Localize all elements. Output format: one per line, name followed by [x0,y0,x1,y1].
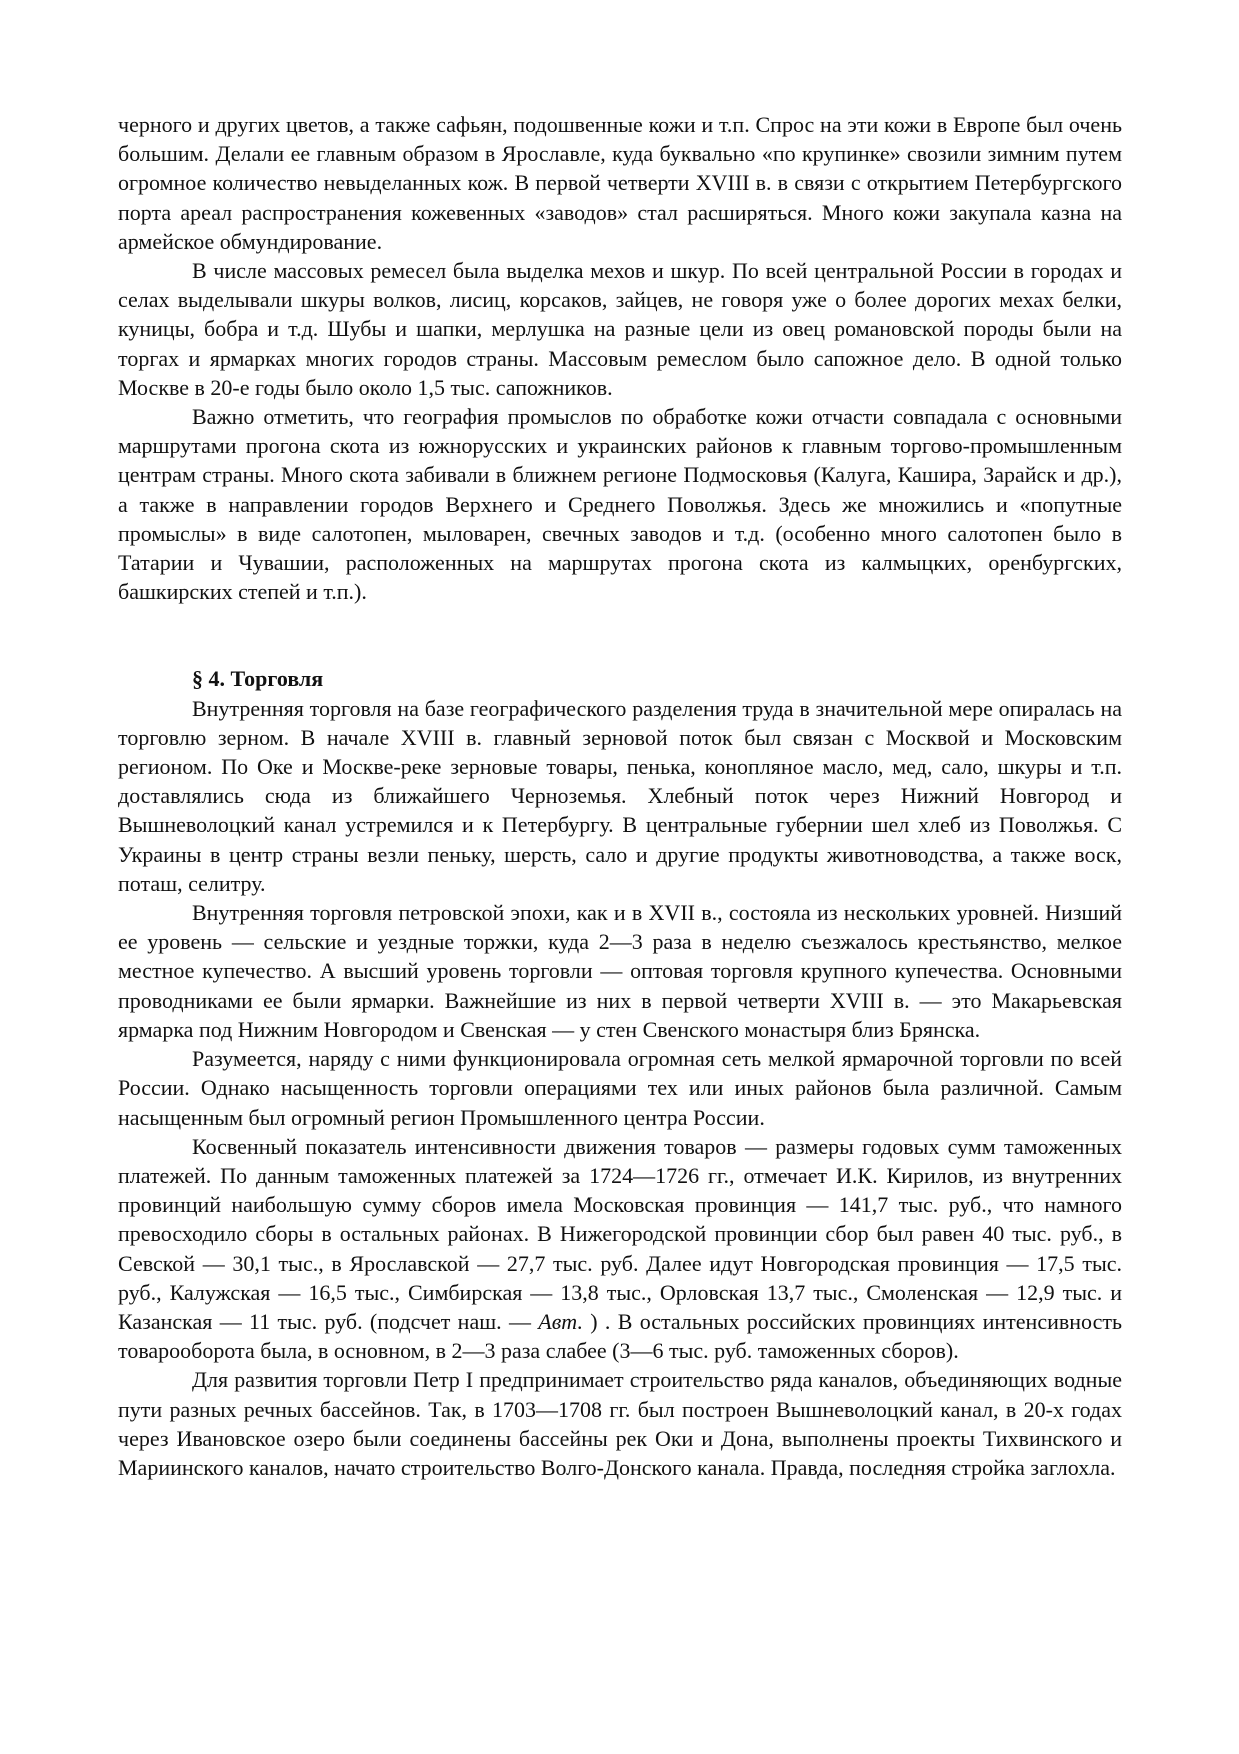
paragraph-furs: В числе массовых ремесел была выделка мехов и шкур. По всей центральной России в городах и селах выделывали шкуры волков, лисиц, корсаков, зайцев, не говоря уже о более дорогих мехах белки, куницы, бобра и т.д. Шубы и шапки, мерлушка на разные цели из овец романовской породы были на торгах и ярмарках многих городов страны. Массовым ремеслом было сапожное дело. В одной только Москве в 20-е годы было около 1,5 тыс. сапожников. [118,258,1122,400]
section-heading: § 4. Торговля [192,666,324,692]
customs-text-start: Косвенный показатель интенсивности движения товаров — размеры годовых сумм таможенных платежей. По данным таможенных платежей за 1724—1726 гг., отмечает И.К. Кирилов, из внутренних провинций наибольшую сумму сборов имела Московская провинция — 141,7 тыс. руб., что намного превосходило сборы в остальных районах. В Нижегородской провинции сбор был равен 40 тыс. руб., в Севской — 30,1 тыс., в Ярославской — 27,7 тыс. руб. Далее идут Новгородская провинция — 17,5 тыс. руб., Калужская — 16,5 тыс., Симбирская — 13,8 тыс., Орловская 13,7 тыс., Смоленская — 12,9 тыс. и Казанская — 11 тыс. руб. (подсчет наш. — [118,1133,1122,1334]
document-page [118,110,1122,1482]
paragraph-leather-continued: черного и других цветов, а также сафьян, подошвенные кожи и т.п. Спрос на эти кожи в Европе был очень большим. Делали ее главным образом в Ярославле, куда буквально «по крупинке» свозили зимним путем огромное количество невыделанных кож. В первой четверти XVIII в. в связи с открытием Петербургского порта ареал распространения кожевенных «заводов» стал расширяться. Много кожи закупала казна на армейское обмундирование. [118,112,1122,254]
paragraph-cattle-routes: Важно отметить, что география промыслов по обработке кожи отчасти совпадала с основными маршрутами прогона скота из южнорусских и украинских районов к главным торгово-промышленным центрам страны. Много скота забивали в ближнем регионе Подмосковья (Калуга, Кашира, Зарайск и др.), а также в направлении городов Верхнего и Среднего Поволжья. Здесь же множились и «попутные промыслы» в виде салотопен, мыловарен, свечных заводов и т.д. (особенно много салотопен было в Татарии и Чувашии, расположенных на маршрутах прогона скота из калмыцких, оренбургских, башкирских степей и т.п.). [118,404,1122,605]
author-note: Авт. [538,1308,583,1334]
paragraph-fair-network: Разумеется, наряду с ними функционировала огромная сеть мелкой ярмарочной торговли по всей России. Однако насыщенность торговли операциями тех или иных районов была различной. Самым насыщенным был огромный регион Промышленного центра России. [118,1046,1122,1130]
paragraph-grain-trade: Внутренняя торговля на базе географического разделения труда в значительной мере опиралась на торговлю зерном. В начале XVIII в. главный зерновой поток был связан с Москвой и Московским регионом. По Оке и Москве-реке зерновые товары, пенька, конопляное масло, мед, сало, шкуры и т.п. доставлялись сюда из ближайшего Черноземья. Хлебный поток через Нижний Новгород и Вышневолоцкий канал устремился и к Петербургу. В центральные губернии шел хлеб из Поволжья. С Украины в центр страны везли пеньку, шерсть, сало и другие продукты животноводства, а также воск, поташ, селитру. [118,695,1122,896]
paragraph-customs [118,1132,1122,1366]
paragraph-trade-levels: Внутренняя торговля петровской эпохи, как и в XVII в., состояла из нескольких уровней. Низший ее уровень — сельские и уездные торжки, куда 2—3 раза в неделю съезжалось крестьянство, мелкое местное купечество. А высший уровень торговли — оптовая торговля крупного купечества. Основными проводниками ее были ярмарки. Важнейшие из них в первой четверти XVIII в. — это Макарьевская ярмарка под Нижним Новгородом и Свенская — у стен Свенского монастыря близ Брянска. [118,900,1122,1042]
customs-text-end: ) . В остальных российских провинциях интенсивность товарооборота была, в основном, в 2—3 раза слабее (3—6 тыс. руб. таможенных сборов). [118,1308,1122,1364]
paragraph-canals: Для развития торговли Петр I предпринимает строительство ряда каналов, объединяющих водные пути разных речных бассейнов. Так, в 1703—1708 гг. был построен Вышневолоцкий канал, в 20-х годах через Ивановское озеро были соединены бассейны рек Оки и Дона, выполнены проекты Тихвинского и Мариинского каналов, начато строительство Волго-Донского канала. Правда, последняя стройка заглохла. [118,1367,1122,1480]
